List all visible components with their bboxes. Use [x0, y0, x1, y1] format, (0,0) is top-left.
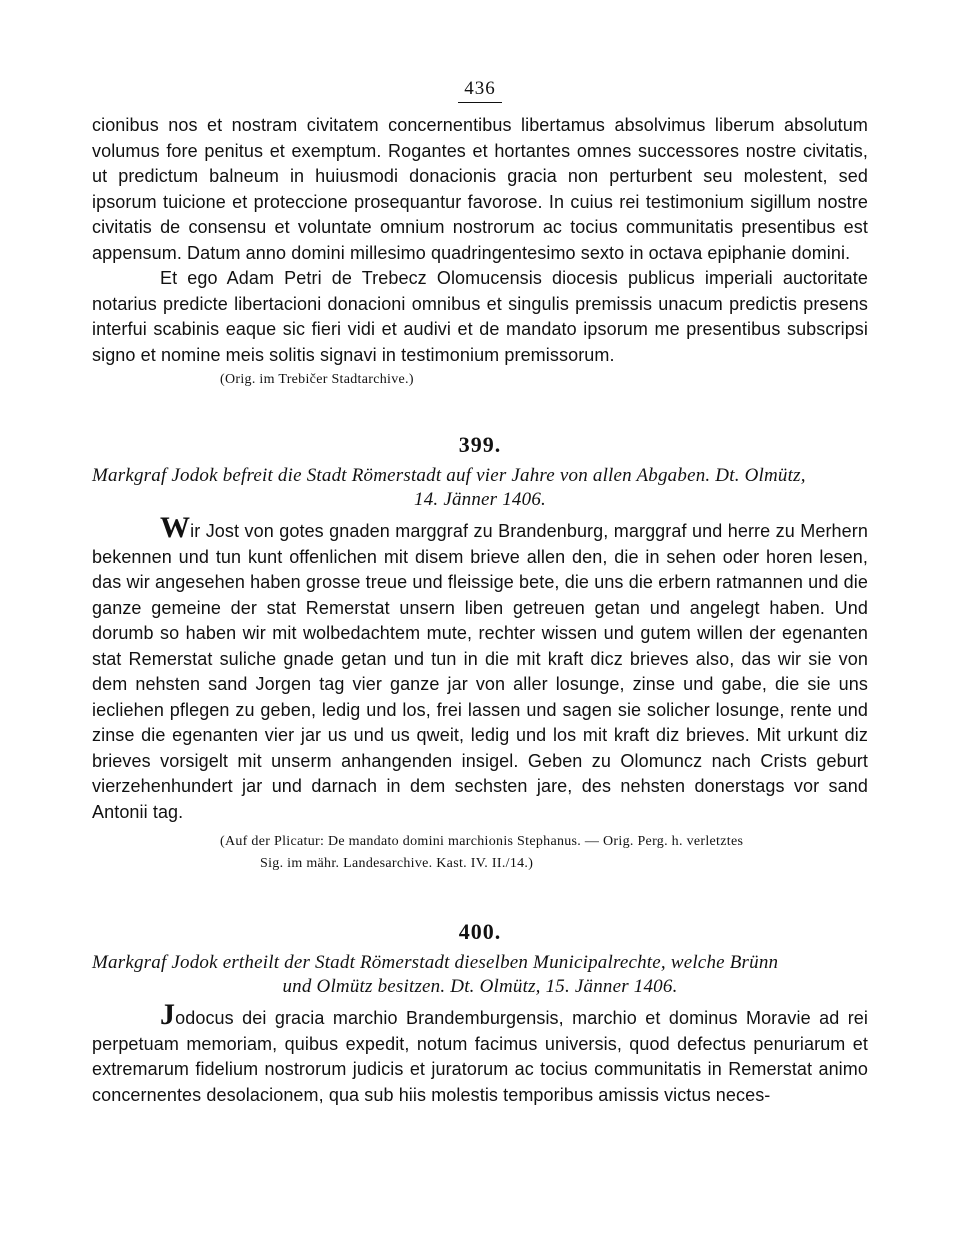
intro-paragraph-1: cionibus nos et nostram civitatem concernentibus libertamus absolvimus liberum absolutum volumus fore penitus et exemptum. Rogantes et hortantes omnes successores nostre civitatis, ut predictum balneum in huiusmodi donacionis gracia non perturbent seu molestent, sed ipsorum tuicione et proteccione prosequantur favorose. In cuius rei testimonium sigillum nostre civitatis de consensu et voluntate omnium nostrorum ac tocius communitatis presentibus est appensum. Datum anno domini millesimo quadringentesimo sexto in octava epiphanie domini.: [92, 115, 868, 263]
document-number-400: 400.: [458, 919, 502, 944]
heading-399-line-2: 14. Jänner 1406.: [414, 489, 546, 510]
page-header: [92, 78, 868, 103]
document-heading-399: [92, 464, 868, 512]
document-heading-400: [92, 951, 868, 999]
document-number-399: 399.: [458, 432, 502, 457]
page-number: 436: [458, 78, 502, 103]
heading-400-line-1: Markgraf Jodok ertheilt der Stadt Römerstadt dieselben Municipalrechte, welche Brünn: [92, 952, 779, 973]
archive-note: (Orig. im Trebičer Stadtarchive.): [220, 372, 414, 387]
document-note-399: [220, 831, 868, 875]
intro-paragraph-2: Et ego Adam Petri de Trebecz Olomucensis diocesis publicus imperiali auctoritate notarius predicte libertacioni donacioni omnibus et singulis premissis unacum predictis presens interfui scabinis eaque sic fieri vidi et audivi et de mandato ipsorum me presentibus subscripsi signo et nomine meis solitis signavi in testimonium premissorum.: [92, 268, 868, 365]
heading-399-line-1: Markgraf Jodok befreit die Stadt Römerstadt auf vier Jahre von allen Abgaben. Dt. Olmütz,: [92, 465, 806, 486]
heading-400-line-2: und Olmütz besitzen. Dt. Olmütz, 15. Jänner 1406.: [282, 976, 678, 997]
initial-letter-399: W: [160, 511, 191, 544]
document-page: [92, 78, 868, 1108]
initial-letter-400: J: [160, 998, 176, 1031]
document-text-399-body: ir Jost von gotes gnaden marggraf zu Brandenburg, marggraf und herre zu Merhern bekennen und tun kunt offenlichen mit disem brieve allen den, die in sehen oder horen lesen, das wir angesehen haben grosse treue und fleissige bete, die uns die erbern ratmannen und die ganze gemeine der stat Remerstat unsern liben getreuen getan und angelegt haben. Und dorumb so haben wir mit wolbedachtem mute, rechter wissen und gutem willen der egenanten stat Remerstat suliche gnade getan und tun in die mit kraft dicz brieves also, das wir sie von dem nehsten sand Jorgen tag vier ganze jar von aller losunge, zinse und gabe, die sie uns iecliehen pflegen zu geben, ledig und los, frei lassen und sagen sie solicher losunge, rente und zinse die egenanten vier jar us und us qweit, ledig und los mit kraft diz brieves. Mit urkunt diz brieves vorsigelt mit unserm anhangenden insigel. Geben zu Olomuncz nach Crists geburt vierzehenhundert jar und darnach in dem sechsten jare, des nehsten donerstags vor sand Antonii tag.: [92, 521, 868, 822]
document-text-400: [92, 998, 868, 1108]
document-text-399: [92, 511, 868, 825]
document-text-400-body: odocus dei gracia marchio Brandemburgensis, marchio et dominus Moravie ad rei perpetuam memoriam, quibus expedit, notum facimus universis, quod defectus penuriarum et extremarum fidelium nostrorum judicis et juratorum ac tocius communitatis in Remerstat animo concernentes desolacionem, qua sub hiis molestis temporibus amissis victus neces-: [92, 1008, 868, 1105]
note-399-line-1: (Auf der Plicatur: De mandato domini marchionis Stephanus. — Orig. Perg. h. verletztes: [220, 834, 744, 849]
note-399-line-2: Sig. im mähr. Landesarchive. Kast. IV. II./14.): [260, 856, 534, 871]
